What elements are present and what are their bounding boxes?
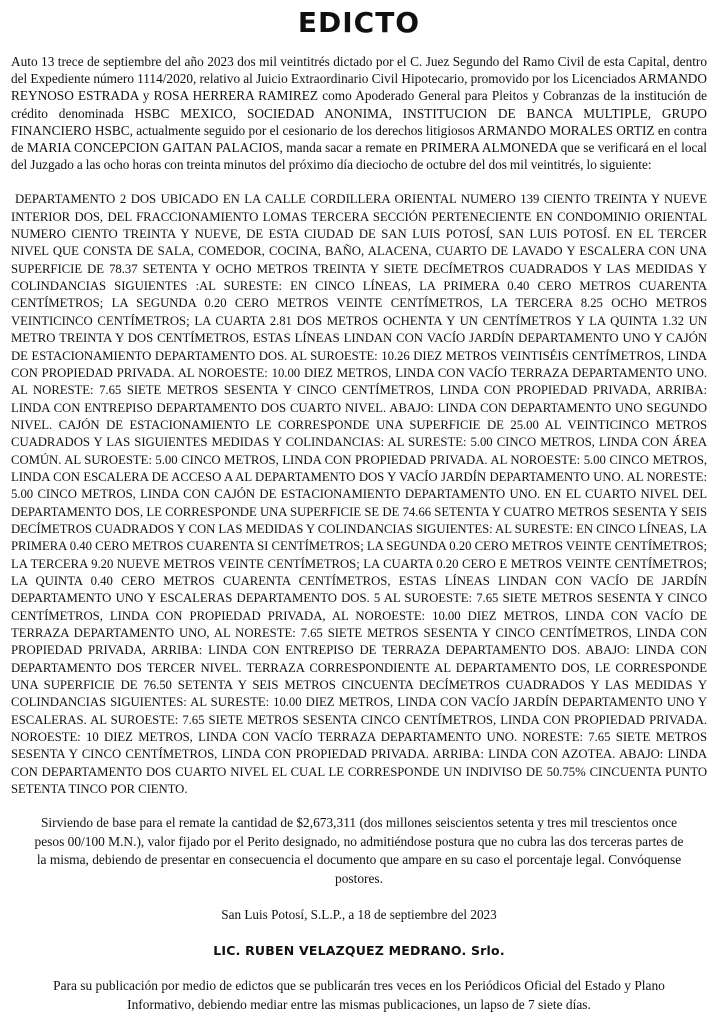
auto-paragraph: Auto 13 trece de septiembre del año 2023 dos mil veintitrés dictado por el C. Juez Segundo del Ramo Civil de esta Capital, dentro del Expediente número 1114/2020, relativo al Juicio Extraordinario Civil Hipotecario, promovido por los Licenciados ARMANDO REYNOSO ESTRADA y ROSA HERRERA RAMIREZ como Apoderado General para Pleitos y Cobranzas de la institución de crédito denominada HSBC MEXICO, SOCIEDAD ANONIMA, INSTITUCION DE BANCA MULTIPLE, GRUPO FINANCIERO HSBC, actualmente seguido por el cesionario de los derechos litigiosos ARMANDO MORALES ORTIZ en contra de MARIA CONCEPCION GAITAN PALACIOS, manda sacar a remate en PRIMERA ALMONEDA que se verificará en el local del Juzgado a las ocho horas con treinta minutos del próximo día dieciocho de octubre del dos mil veintitrés, lo siguiente: (11, 54, 707, 173)
publication-note: Para su publicación por medio de edictos que se publicarán tres veces en los Periódicos Oficial del Estado y Plano Informativo, debiendo mediar entre las mismas publicaciones, un lapso de 7 siete días. (53, 978, 665, 1012)
auction-base-paragraph: Sirviendo de base para el remate la cantidad de $2,673,311 (dos millones seiscientos setenta y tres mil trescientos once pesos 00/100 M.N.), valor fijado por el Perito designado, no admitiéndose postura que no cubra las dos terceras partes de la misma, debiendo de presentar en consecuencia el documento que ampare en su caso el porcentaje legal. Convóquense postores. (34, 815, 684, 886)
page-title: EDICTO (297, 6, 421, 39)
property-description-paragraph: DEPARTAMENTO 2 DOS UBICADO EN LA CALLE CORDILLERA ORIENTAL NUMERO 139 CIENTO TREINTA Y NUEVE INTERIOR DOS, DEL FRACCIONAMIENTO LOMAS TERCERA SECCIÓN PERTENECIENTE EN CONDOMINIO ORIENTAL NUMERO CIENTO TREINTA Y NUEVE, DE ESTA CIUDAD DE SAN LUIS POTOSÍ, SAN LUIS POTOSÍ. EN EL TERCER NIVEL QUE CONSTA DE SALA, COMEDOR, COCINA, BAÑO, ALACENA, CUARTO DE LAVADO Y ESCALERA CON UNA SUPERFICIE DE 78.37 SETENTA Y OCHO METROS TREINTA Y SIETE DECÍMETROS CUADRADOS Y LAS MEDIDAS Y COLINDANCIAS SIGUIENTES :AL SURESTE: EN CINCO LÍNEAS, LA PRIMERA 0.40 CERO METROS CUARENTA CENTÍMETROS; LA SEGUNDA 0.20 CERO METROS VEINTE CENTÍMETROS, LA TERCERA 8.25 OCHO METROS VEINTICINCO CENTÍMETROS; LA CUARTA 2.81 DOS METROS OCHENTA Y UN CENTÍMETROS Y LA QUINTA 1.32 UN METRO TREINTA Y DOS CENTÍMETROS, ESTAS LÍNEAS LINDAN CON VACÍO JARDÍN DEPARTAMENTO UNO Y CAJÓN DE ESTACIONAMIENTO DEPARTAMENTO DOS. AL SUROESTE: 10.26 DIEZ METROS VEINTISÉIS CENTÍMETROS, LINDA CON PROPIEDAD PRIVADA. AL NOROESTE: 10.00 DIEZ METROS, LINDA CON VACÍO TERRAZA DEPARTAMENTO UNO. AL NORESTE: 7.65 SIETE METROS SESENTA Y CINCO CENTÍMETROS, LINDA CON PROPIEDAD PRIVADA, ARRIBA: LINDA CON ENTREPISO DEPARTAMENTO DOS CUARTO NIVEL. ABAJO: LINDA CON DEPARTAMENTO UNO SEGUNDO NIVEL. CAJÓN DE ESTACIONAMIENTO LE CORRESPONDE UNA SUPERFICIE DE 25.00 AL VEINTICINCO METROS CUADRADOS Y LAS SIGUIENTES MEDIDAS Y COLINDANCIAS: AL SURESTE: 5.00 CINCO METROS, LINDA CON ÁREA COMÚN. AL SUROESTE: 5.00 CINCO METROS, LINDA CON PROPIEDAD PRIVADA. AL NOROESTE: 5.00 CINCO METROS, LINDA CON ESCALERA DE ACCESO A AL DEPARTAMENTO DOS Y VACÍO JARDÍN DEPARTAMENTO UNO. AL NORESTE: 5.00 CINCO METROS, LINDA CON CAJÓN DE ESTACIONAMIENTO DEPARTAMENTO UNO. EN EL CUARTO NIVEL DEL DEPARTAMENTO DOS, LE CORRESPONDE UNA SUPERFICIE SE DE 74.66 SETENTA Y CUATRO METROS SESENTA Y SEIS DECÍMETROS CUADRADOS Y CON LAS MEDIDAS Y COLINDANCIAS SIGUIENTES: AL SURESTE: EN CINCO LÍNEAS, LA PRIMERA 0.40 CERO METROS CUARENTA SI CENTÍMETROS; LA SEGUNDA 0.20 CERO METROS VEINTE CENTÍMETROS; LA TERCERA 9.20 NUEVE METROS VEINTE CENTÍMETROS; LA CUARTA 0.20 CERO E METROS VEINTE CENTÍMETROS; LA QUINTA 0.40 CERO METROS CUARENTA CENTÍMETROS, ESTAS LÍNEAS LINDAN CON VACÍO DE JARDÍN DEPARTAMENTO UNO Y ESCALERAS DEPARTAMENTO DOS. 5 AL SUROESTE: 7.65 SIETE METROS SESENTA Y CINCO CENTÍMETROS, LINDA CON PROPIEDAD PRIVADA, AL NOROESTE: 10.00 DIEZ METROS, LINDA CON VACÍO DE TERRAZA DEPARTAMENTO UNO, AL NORESTE: 7.65 SIETE METROS SESENTA Y CINCO CENTÍMETROS, LINDA CON PROPIEDAD PRIVADA, ARRIBA: LINDA CON ENTREPISO DE TERRAZA DEPARTAMENTO DOS. ABAJO: LINDA CON DEPARTAMENTO DOS TERCER NIVEL. TERRAZA CORRESPONDIENTE AL DEPARTAMENTO DOS, LE CORRESPONDE UNA SUPERFICIE DE 76.50 SETENTA Y SEIS METROS CINCUENTA DECÍMETROS CUADRADOS Y LAS MEDIDAS Y COLINDANCIAS SIGUIENTES: AL SURESTE: 10.00 DIEZ METROS, LINDA CON VACÍO JARDÍN DEPARTAMENTO UNO Y ESCALERAS. AL SUROESTE: 7.65 SIETE METROS SESENTA CINCO CENTÍMETROS, LINDA CON PROPIEDAD PRIVADA. NOROESTE: 10 DIEZ METROS, LINDA CON VACÍO TERRAZA DEPARTAMENTO UNO. NORESTE: 7.65 SIETE METROS SESENTA Y CINCO CENTÍMETROS, LINDA CON PROPIEDAD PRIVADA. ARRIBA: LINDA CON AZOTEA. ABAJO: LINDA CON DEPARTAMENTO DOS CUARTO NIVEL EL CUAL LE CORRESPONDE UN INDIVISO DE 50.75% CINCUENTA PUNTO SETENTA TINCO POR CIENTO. (11, 192, 707, 797)
place-date: San Luis Potosí, S.L.P., a 18 de septiembre del 2023 (221, 907, 497, 923)
signatory: LIC. RUBEN VELAZQUEZ MEDRANO. Srlo. (213, 943, 505, 959)
